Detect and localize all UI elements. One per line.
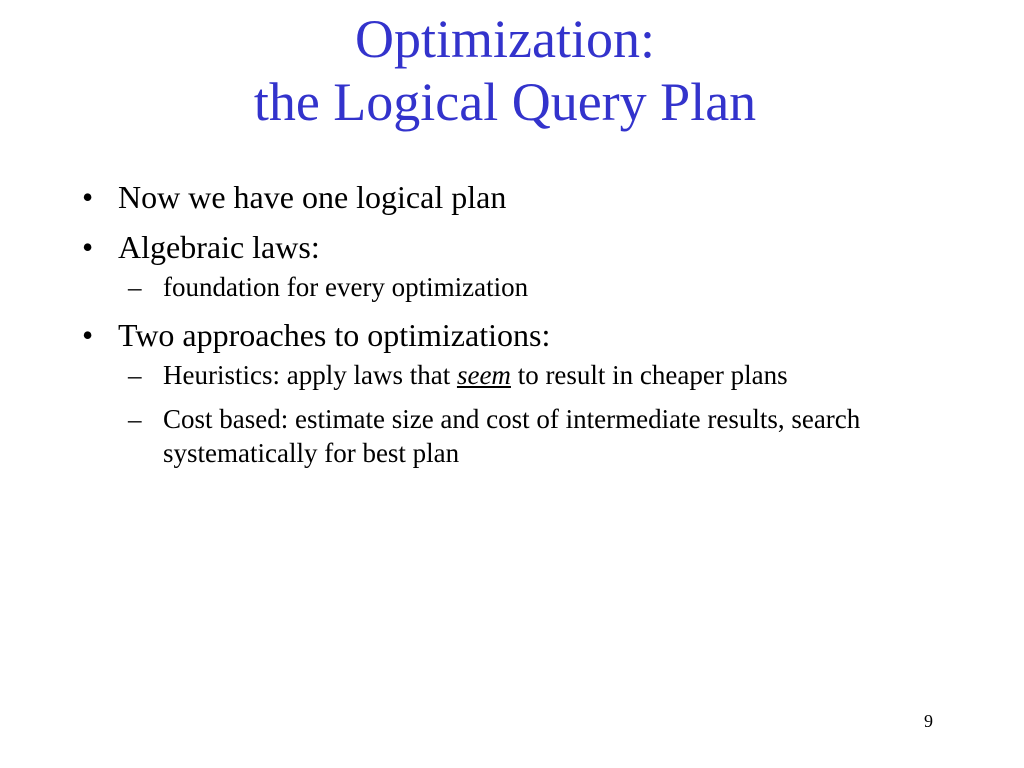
sub-bullet-item bbox=[118, 358, 916, 392]
emphasized-word: seem bbox=[456, 360, 511, 390]
dash-marker: – bbox=[128, 360, 142, 390]
bullet-marker: • bbox=[82, 179, 94, 215]
page-number: 9 bbox=[924, 711, 933, 731]
sub-bullet-text-after: to result in cheaper plans bbox=[510, 360, 788, 390]
sub-bullet-text: Cost based: estimate size and cost of intermediate results, search systematically for best plan bbox=[163, 404, 861, 468]
sub-bullet-item bbox=[118, 270, 916, 304]
sub-bullet-list bbox=[118, 358, 916, 470]
sub-bullet-text: foundation for every optimization bbox=[163, 272, 529, 302]
sub-bullet-item bbox=[118, 402, 916, 470]
bullet-item bbox=[76, 178, 916, 216]
sub-bullet-text-before: Heuristics: apply laws that bbox=[163, 360, 457, 390]
bullet-item bbox=[76, 228, 916, 304]
bullet-text: Two approaches to optimizations: bbox=[118, 317, 551, 353]
dash-marker: – bbox=[128, 404, 142, 434]
sub-bullet-list bbox=[118, 270, 916, 304]
bullet-list bbox=[76, 178, 916, 482]
bullet-marker: • bbox=[82, 317, 94, 353]
bullet-marker: • bbox=[82, 229, 94, 265]
bullet-text: Algebraic laws: bbox=[118, 229, 320, 265]
slide-title bbox=[0, 8, 1010, 134]
title-line-2: the Logical Query Plan bbox=[253, 72, 757, 132]
bullet-item bbox=[76, 316, 916, 470]
dash-marker: – bbox=[128, 272, 142, 302]
title-line-1: Optimization: bbox=[355, 9, 655, 69]
bullet-text: Now we have one logical plan bbox=[118, 179, 507, 215]
